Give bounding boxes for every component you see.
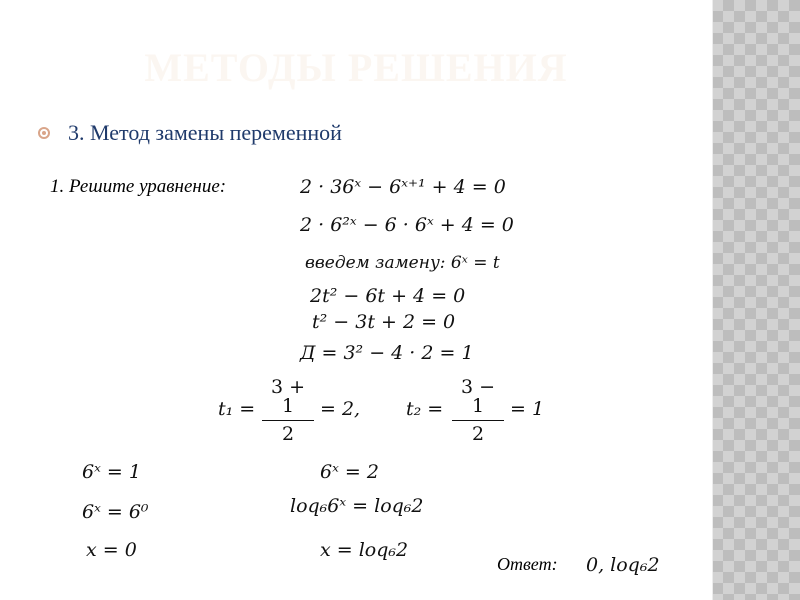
side-divider <box>712 0 713 600</box>
case1-line2: 6ˣ = 6⁰ <box>82 501 149 523</box>
case1-line3: x = 0 <box>86 539 137 561</box>
equation-4: t² − 3t + 2 = 0 <box>312 311 456 333</box>
substitution: введем замену: 6ˣ = t <box>305 253 500 273</box>
root-t1-fraction <box>262 378 314 444</box>
discriminant: Д = 3² − 4 · 2 = 1 <box>300 342 474 364</box>
decorative-side-pattern <box>712 0 800 600</box>
root-t2-denominator: 2 <box>471 423 485 445</box>
root-t1-numerator: 3 + 1 <box>262 378 314 421</box>
root-t2-rhs: = 1 <box>510 398 545 420</box>
bullet-circle-icon <box>38 127 50 139</box>
root-t2-numerator: 3 − 1 <box>452 378 504 421</box>
root-t1-rhs: = 2, <box>320 398 361 420</box>
case1-line1: 6ˣ = 1 <box>82 461 141 483</box>
root-t1-denominator: 2 <box>281 423 295 445</box>
answer-label: Ответ: <box>497 554 558 574</box>
equation-2: 2 · 6²ˣ − 6 · 6ˣ + 4 = 0 <box>300 214 514 236</box>
bullet-text: 3. Метод замены переменной <box>68 120 342 145</box>
root-t2-lhs: t₂ = <box>406 398 444 420</box>
case2-line2: loq₆6ˣ = loq₆2 <box>290 495 424 517</box>
slide-title: МЕТОДЫ РЕШЕНИЯ <box>144 45 568 90</box>
case2-line3: x = loq₆2 <box>320 539 409 561</box>
task-label: 1. Решите уравнение: <box>50 176 227 197</box>
equation-3: 2t² − 6t + 4 = 0 <box>310 285 466 307</box>
equation-1: 2 · 36ˣ − 6ˣ⁺¹ + 4 = 0 <box>300 176 506 198</box>
case2-line1: 6ˣ = 2 <box>320 461 379 483</box>
root-t1-lhs: t₁ = <box>218 398 256 420</box>
root-t2-fraction <box>452 378 504 444</box>
answer-value: 0, loq₆2 <box>586 554 660 576</box>
